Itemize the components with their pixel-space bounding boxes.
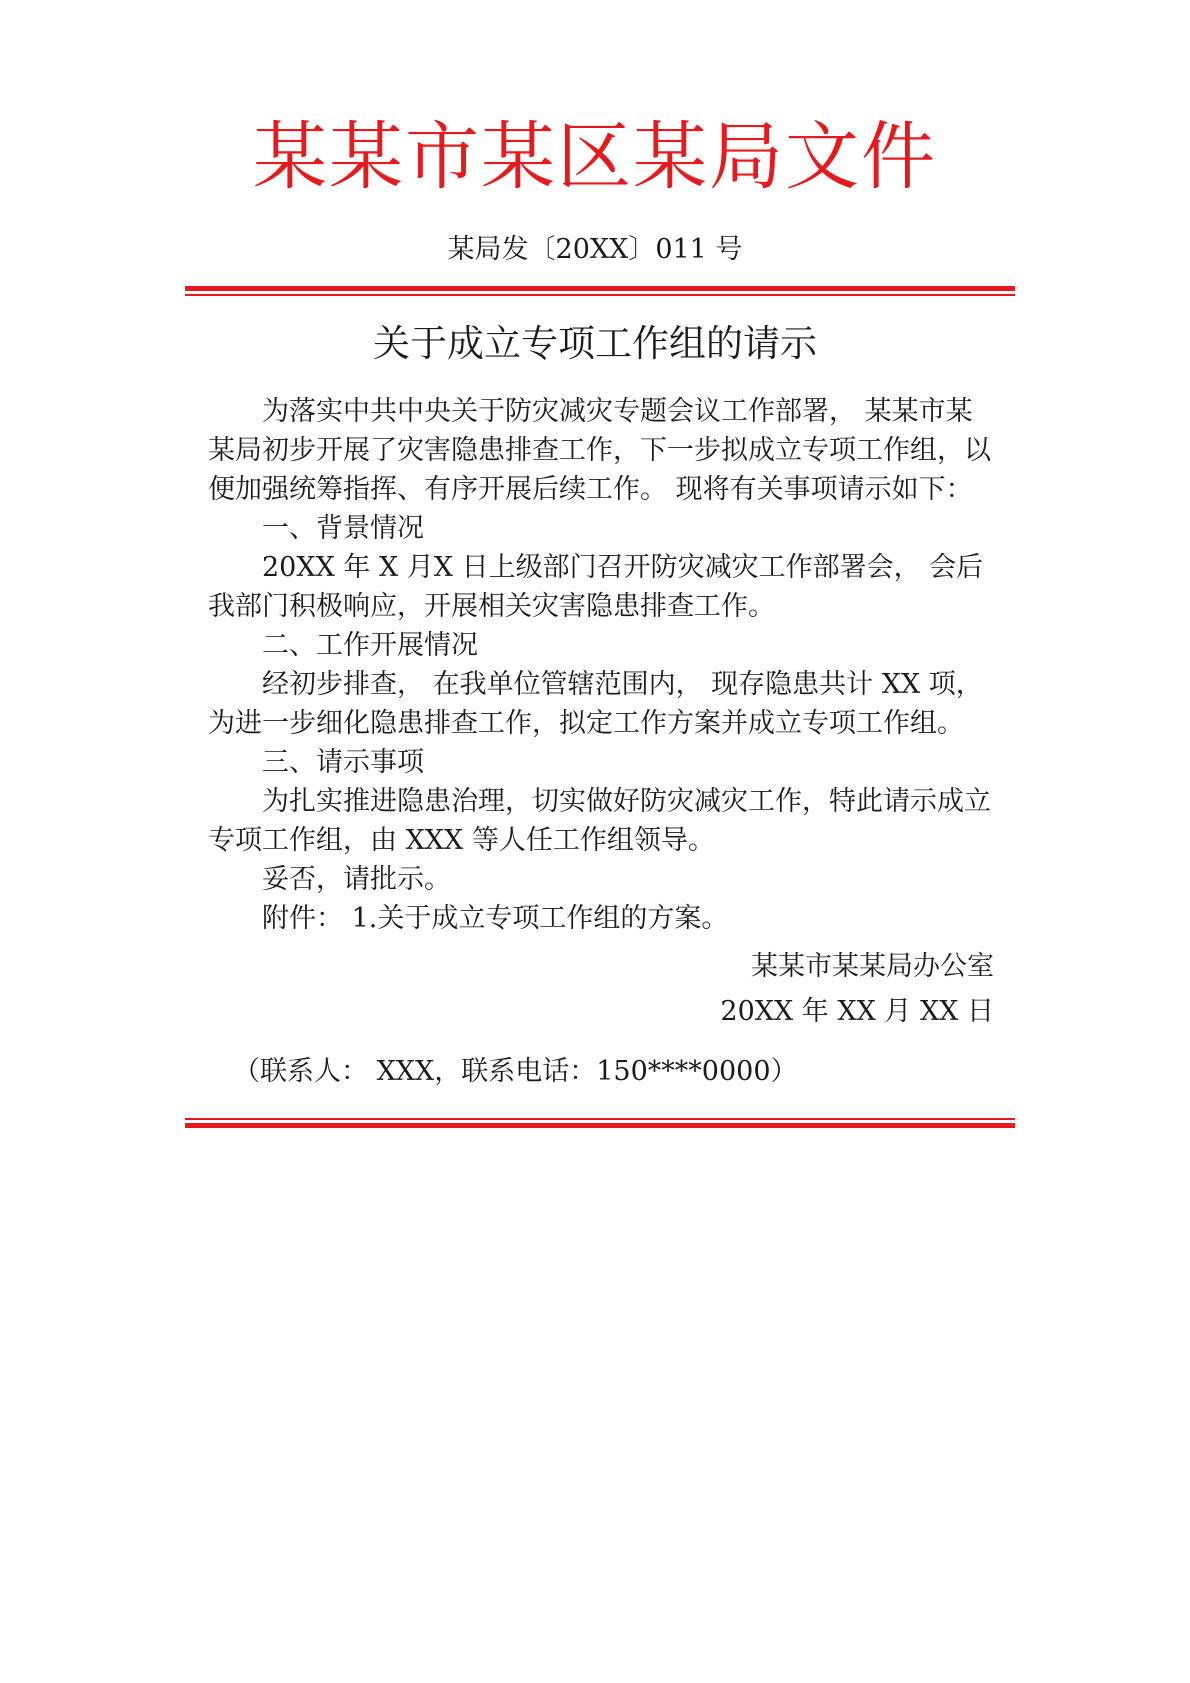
signature-block [720,944,994,1034]
intro-paragraph: 为落实中共中央关于防灾减灾专题会议工作部署， 某某市某某局初步开展了灾害隐患排查工作，下一步拟成立专项工作组，以便加强统筹指挥、有序开展后续工作。 现将有关事项请示如下： [208,396,991,505]
request-paragraph: 为扎实推进隐患治理，切实做好防灾减灾工作，特此请示成立专项工作组，由 XXX 等人任工作组领导。 [208,786,991,856]
bottom-divider-thick-line [185,1123,1015,1128]
approval-line: 妥否，请批示。 [262,864,451,895]
document-number: 某局发〔20XX〕011 号 [447,234,743,265]
document-masthead: 某某市某区某局文件 [253,114,937,200]
top-red-divider [185,286,1015,296]
top-divider-thin-line [185,294,1015,296]
document-title: 关于成立专项工作组的请示 [373,322,817,365]
bottom-red-divider [185,1118,1015,1128]
background-paragraph: 20XX 年 X 月X 日上级部门召开防灾减灾工作部署会， 会后我部门积极响应，开展相关灾害隐患排查工作。 [208,552,984,622]
section-heading-progress: 二、工作开展情况 [262,630,478,661]
document-body [208,392,998,938]
section-heading-request: 三、请示事项 [262,747,424,778]
contact-info: （联系人： XXX，联系电话：150****0000） [233,1056,798,1087]
signature-office: 某某市某某局办公室 [751,951,994,982]
progress-paragraph: 经初步排查， 在我单位管辖范围内， 现存隐患共计 XX 项，为进一步细化隐患排查工作，拟定工作方案并成立专项工作组。 [208,669,983,739]
signature-date: 20XX 年 XX 月 XX 日 [720,996,994,1027]
section-heading-background: 一、背景情况 [262,513,424,544]
attachment-line: 附件： 1.关于成立专项工作组的方案。 [262,903,729,934]
